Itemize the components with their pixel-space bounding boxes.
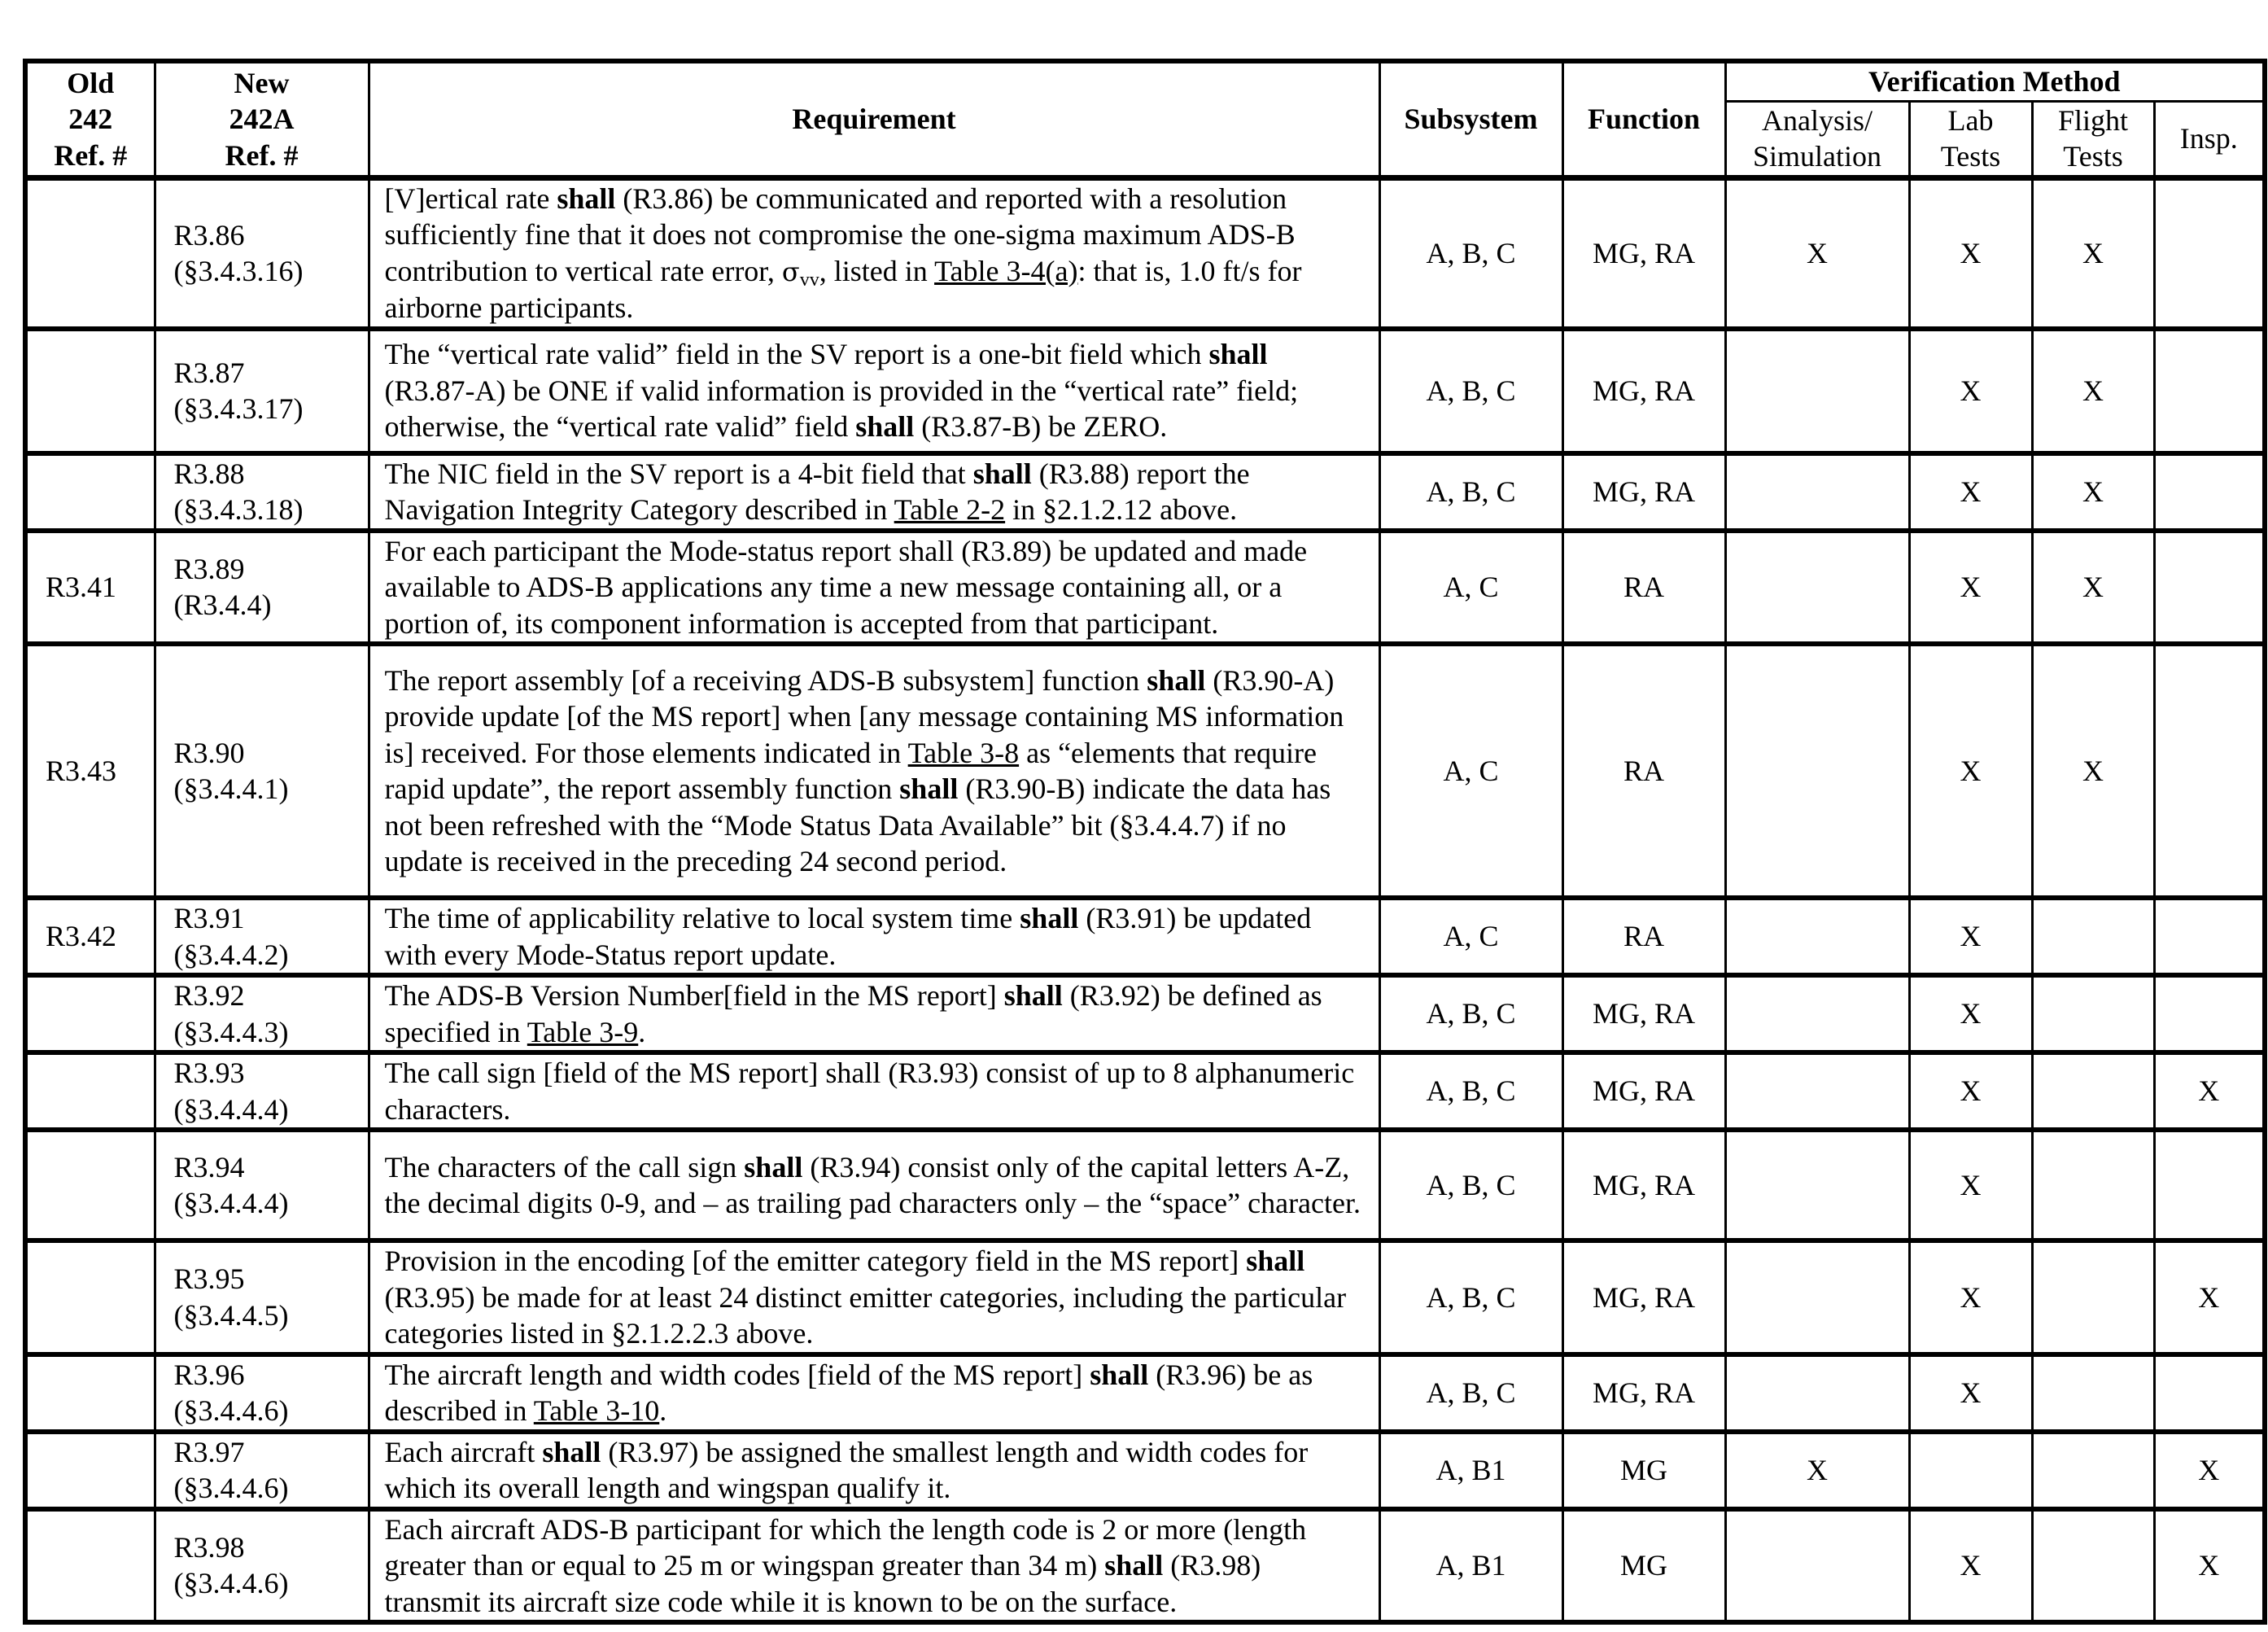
requirement-id: R3.93 <box>173 1057 245 1089</box>
table-row <box>25 975 2265 1052</box>
header-flight-line: Tests <box>2063 140 2123 173</box>
header-analysis-line: Analysis/ <box>1761 103 1873 137</box>
subsystem-cell: A, B, C <box>1379 1130 1562 1240</box>
function-cell: MG <box>1562 1509 1725 1623</box>
new-ref-cell <box>155 453 369 531</box>
new-ref-cell <box>155 1130 369 1240</box>
analysis-mark <box>1725 1354 1909 1432</box>
requirement-text <box>369 329 1379 453</box>
flight-test-mark: X <box>2032 531 2154 645</box>
section-ref: (§3.4.4.5) <box>173 1298 289 1332</box>
requirement-text-segment: (R3.88) report the Navigation Integrity Category described in <box>384 457 1250 526</box>
old-ref-cell <box>25 453 155 531</box>
old-ref-cell <box>25 1130 155 1240</box>
function-cell: MG, RA <box>1562 1354 1725 1432</box>
header-lab-line: Lab <box>1947 103 1994 137</box>
new-ref-cell <box>155 898 369 975</box>
requirement-id: R3.96 <box>173 1358 245 1391</box>
header-new-ref <box>155 61 369 177</box>
requirement-text-segment: (R3.95) be made for at least 24 distinct emitter categories, including the particular categories listed in §2.1.2.2.3 above. <box>384 1280 1347 1350</box>
header-verification-method: Verification Method <box>1725 61 2265 101</box>
requirement-id: R3.90 <box>173 736 245 769</box>
table-row <box>25 1052 2265 1130</box>
requirement-text <box>369 1052 1379 1130</box>
table-row <box>25 1130 2265 1240</box>
requirement-text <box>369 898 1379 975</box>
function-cell: RA <box>1562 531 1725 645</box>
requirement-text <box>369 177 1379 329</box>
subsystem-cell: A, C <box>1379 531 1562 645</box>
requirement-text <box>369 531 1379 645</box>
lab-test-mark: X <box>1909 531 2032 645</box>
shall-keyword: shall <box>1090 1358 1149 1391</box>
lab-test-mark: X <box>1909 1130 2032 1240</box>
subsystem-cell: A, B, C <box>1379 1354 1562 1432</box>
requirement-text <box>369 1354 1379 1432</box>
section-ref: (§3.4.4.4) <box>173 1187 289 1219</box>
lab-test-mark: X <box>1909 1509 2032 1623</box>
requirement-text <box>369 1240 1379 1354</box>
flight-test-mark <box>2032 1509 2154 1623</box>
header-flight-line: Flight <box>2057 103 2129 137</box>
function-cell: MG, RA <box>1562 453 1725 531</box>
requirement-text <box>369 975 1379 1052</box>
section-ref: (§3.4.4.6) <box>173 1394 289 1427</box>
requirement-text-segment: The ADS-B Version Number[field in the MS report] <box>384 979 1004 1012</box>
new-ref-cell <box>155 177 369 329</box>
subsystem-cell: A, B, C <box>1379 1052 1562 1130</box>
old-ref-cell <box>25 1052 155 1130</box>
flight-test-mark <box>2032 1240 2154 1354</box>
section-ref: (§3.4.4.1) <box>173 772 289 805</box>
header-old-ref-line: Ref. # <box>54 138 128 172</box>
analysis-mark: X <box>1725 177 1909 329</box>
new-ref-cell <box>155 1432 369 1509</box>
analysis-mark <box>1725 1130 1909 1240</box>
function-cell: MG, RA <box>1562 1130 1725 1240</box>
requirement-id: R3.88 <box>173 457 245 490</box>
flight-test-mark <box>2032 1354 2154 1432</box>
analysis-mark <box>1725 975 1909 1052</box>
flight-test-mark <box>2032 1432 2154 1509</box>
lab-test-mark: X <box>1909 329 2032 453</box>
shall-keyword: shall <box>972 457 1032 490</box>
function-cell: RA <box>1562 644 1725 898</box>
lab-test-mark: X <box>1909 644 2032 898</box>
flight-test-mark <box>2032 1052 2154 1130</box>
new-ref-cell <box>155 531 369 645</box>
analysis-mark <box>1725 1509 1909 1623</box>
header-lab-tests <box>1909 101 2032 177</box>
old-ref-cell: R3.42 <box>25 898 155 975</box>
header-new-ref-line: Ref. # <box>225 138 299 172</box>
analysis-mark <box>1725 329 1909 453</box>
table-row <box>25 329 2265 453</box>
function-cell: MG, RA <box>1562 1052 1725 1130</box>
old-ref-cell <box>25 975 155 1052</box>
table-row <box>25 1509 2265 1623</box>
requirement-text-segment: (R3.97) be assigned the smallest length and width codes for which its overall length and wingspan qualify it. <box>384 1435 1309 1504</box>
requirement-text-segment: The call sign [field of the MS report] shall (R3.93) consist of up to 8 alphanumeric characters. <box>384 1057 1355 1126</box>
requirement-text-segment: The characters of the call sign <box>384 1150 745 1184</box>
table-row <box>25 1432 2265 1509</box>
requirement-text-segment: (R3.96) be as described in <box>384 1358 1313 1427</box>
analysis-mark <box>1725 1052 1909 1130</box>
table-reference-link: Table 3-9 <box>527 1015 639 1048</box>
requirement-text-segment: Each aircraft ADS-B participant for which the length code is 2 or more (length greater than or equal to 25 m or wingspan greater than 34 m) <box>384 1512 1307 1582</box>
flight-test-mark: X <box>2032 329 2154 453</box>
requirement-text-segment: The aircraft length and width codes [field of the MS report] <box>384 1358 1090 1391</box>
function-cell: MG, RA <box>1562 1240 1725 1354</box>
old-ref-cell <box>25 1509 155 1623</box>
inspection-mark: X <box>2154 1509 2265 1623</box>
subsystem-cell: A, B1 <box>1379 1509 1562 1623</box>
header-old-ref-line: 242 <box>68 103 113 135</box>
old-ref-cell <box>25 1240 155 1354</box>
new-ref-cell <box>155 329 369 453</box>
header-lab-line: Tests <box>1940 140 2001 173</box>
table-header <box>25 61 2265 177</box>
table-row <box>25 898 2265 975</box>
requirement-text-segment: The time of applicability relative to local system time <box>384 902 1020 934</box>
requirement-text <box>369 453 1379 531</box>
section-ref: (§3.4.4.4) <box>173 1092 289 1126</box>
requirement-text-segment: (R3.94) consist only of the capital letters A-Z, the decimal digits 0-9, and – as trailing pad characters only – the “space” character. <box>384 1150 1361 1219</box>
shall-keyword: shall <box>1003 979 1063 1012</box>
requirement-text-segment: Each aircraft <box>384 1435 543 1468</box>
header-inspection: Insp. <box>2154 101 2265 177</box>
analysis-mark <box>1725 898 1909 975</box>
function-cell: MG <box>1562 1432 1725 1509</box>
subsystem-cell: A, C <box>1379 644 1562 898</box>
header-old-ref-line: Old <box>67 66 115 99</box>
requirement-text-segment: (R3.87-A) be ONE if valid information is provided in the “vertical rate” field; otherwise, the “vertical rate valid” field <box>384 374 1299 444</box>
shall-keyword: shall <box>542 1435 601 1468</box>
shall-keyword: shall <box>744 1150 803 1184</box>
requirement-text-segment: , listed in <box>819 254 935 287</box>
flight-test-mark: X <box>2032 644 2154 898</box>
analysis-mark <box>1725 531 1909 645</box>
requirement-id: R3.91 <box>173 902 245 934</box>
requirement-text-segment: (R3.90-B) indicate the data has not been refreshed with the “Mode Status Data Available” bit (§3.4.4.7) if no update is received in the preceding 24 second period. <box>384 772 1331 877</box>
requirement-text-segment: as “elements that require rapid update”, the report assembly function <box>384 736 1317 805</box>
header-flight-tests <box>2032 101 2154 177</box>
requirement-text-segment: (R3.87-B) be ZERO. <box>914 410 1168 444</box>
old-ref-cell: R3.41 <box>25 531 155 645</box>
inspection-mark: X <box>2154 1052 2265 1130</box>
requirement-text-segment: Provision in the encoding [of the emitter category field in the MS report] <box>384 1245 1247 1277</box>
flight-test-mark <box>2032 898 2154 975</box>
inspection-mark <box>2154 898 2265 975</box>
table-reference-link: Table 3-8 <box>907 736 1020 769</box>
header-analysis-line: Simulation <box>1752 140 1881 173</box>
inspection-mark: X <box>2154 1240 2265 1354</box>
inspection-mark <box>2154 177 2265 329</box>
requirement-text-segment: [V]ertical rate <box>384 182 557 215</box>
header-analysis-simulation <box>1725 101 1909 177</box>
requirement-id: R3.92 <box>173 979 245 1012</box>
table-row <box>25 644 2265 898</box>
inspection-mark: X <box>2154 1432 2265 1509</box>
requirement-id: R3.98 <box>173 1530 245 1564</box>
lab-test-mark: X <box>1909 975 2032 1052</box>
function-cell: RA <box>1562 898 1725 975</box>
old-ref-cell: R3.43 <box>25 644 155 898</box>
new-ref-cell <box>155 1509 369 1623</box>
function-cell: MG, RA <box>1562 177 1725 329</box>
analysis-mark: X <box>1725 1432 1909 1509</box>
table-row <box>25 1240 2265 1354</box>
requirement-id: R3.86 <box>173 218 245 252</box>
analysis-mark <box>1725 1240 1909 1354</box>
lab-test-mark: X <box>1909 1240 2032 1354</box>
requirement-text-segment: (R3.91) be updated with every Mode-Status report update. <box>384 902 1312 971</box>
requirement-id: R3.87 <box>173 356 245 389</box>
inspection-mark <box>2154 644 2265 898</box>
old-ref-cell <box>25 1354 155 1432</box>
shall-keyword: shall <box>1208 338 1268 371</box>
new-ref-cell <box>155 1052 369 1130</box>
requirement-id: R3.89 <box>173 552 245 585</box>
subsystem-cell: A, C <box>1379 898 1562 975</box>
lab-test-mark <box>1909 1432 2032 1509</box>
requirement-text-segment: . <box>659 1394 667 1427</box>
requirement-text-segment: (R3.86) be communicated and reported with a resolution sufficiently fine that it does not compromise the one-sigma maximum ADS-B contribution to vertical rate error, <box>384 182 1296 287</box>
table-row <box>25 453 2265 531</box>
shall-keyword: shall <box>1104 1549 1164 1582</box>
section-ref: (R3.4.4) <box>173 588 272 622</box>
lab-test-mark: X <box>1909 898 2032 975</box>
inspection-mark <box>2154 1130 2265 1240</box>
requirement-id: R3.97 <box>173 1435 245 1468</box>
requirement-text-segment: The report assembly [of a receiving ADS-B subsystem] function <box>384 663 1147 697</box>
inspection-mark <box>2154 975 2265 1052</box>
flight-test-mark: X <box>2032 177 2154 329</box>
inspection-mark <box>2154 531 2265 645</box>
table-row <box>25 531 2265 645</box>
section-ref: (§3.4.4.3) <box>173 1015 289 1048</box>
requirement-text-segment: For each participant the Mode-status report shall (R3.89) be updated and made available to ADS-B applications any time a new message containing all, or a portion of, its component information is accepted from that participant. <box>384 534 1308 640</box>
requirement-text-segment: The NIC field in the SV report is a 4-bit field that <box>384 457 973 490</box>
table-body <box>25 177 2265 1622</box>
subsystem-cell: A, B1 <box>1379 1432 1562 1509</box>
table-row <box>25 1354 2265 1432</box>
analysis-mark <box>1725 453 1909 531</box>
section-ref: (§3.4.4.2) <box>173 938 289 971</box>
subsystem-cell: A, B, C <box>1379 453 1562 531</box>
shall-keyword: shall <box>1020 902 1079 934</box>
sigma-symbol: σ <box>781 256 800 287</box>
header-subsystem: Subsystem <box>1379 61 1562 177</box>
subsystem-cell: A, B, C <box>1379 975 1562 1052</box>
requirement-text-segment: . <box>638 1015 646 1048</box>
header-requirement: Requirement <box>369 61 1379 177</box>
requirement-text-segment: (R3.92) be defined as specified in <box>384 979 1322 1048</box>
shall-keyword: shall <box>855 410 915 444</box>
function-cell: MG, RA <box>1562 329 1725 453</box>
requirement-text-segment: (R3.98) transmit its aircraft size code while it is known to be on the surface. <box>384 1549 1261 1618</box>
old-ref-cell <box>25 1432 155 1509</box>
requirement-text <box>369 1509 1379 1623</box>
section-ref: (§3.4.4.6) <box>173 1472 289 1504</box>
requirement-text-segment: The “vertical rate valid” field in the SV report is a one-bit field which <box>384 338 1209 371</box>
header-function: Function <box>1562 61 1725 177</box>
inspection-mark <box>2154 453 2265 531</box>
header-new-ref-line: 242A <box>229 103 295 135</box>
table-row <box>25 177 2265 329</box>
new-ref-cell <box>155 1354 369 1432</box>
new-ref-cell <box>155 1240 369 1354</box>
function-cell: MG, RA <box>1562 975 1725 1052</box>
inspection-mark <box>2154 329 2265 453</box>
lab-test-mark: X <box>1909 1354 2032 1432</box>
table-reference-link: Table 3-10 <box>533 1394 660 1427</box>
shall-keyword: shall <box>899 772 959 805</box>
subscript: vv <box>799 269 819 291</box>
lab-test-mark: X <box>1909 1052 2032 1130</box>
requirement-text <box>369 1432 1379 1509</box>
flight-test-mark <box>2032 1130 2154 1240</box>
inspection-mark <box>2154 1354 2265 1432</box>
old-ref-cell <box>25 177 155 329</box>
requirement-id: R3.95 <box>173 1262 245 1296</box>
new-ref-cell <box>155 644 369 898</box>
subsystem-cell: A, B, C <box>1379 177 1562 329</box>
table-reference-link: Table 2-2 <box>894 493 1006 526</box>
analysis-mark <box>1725 644 1909 898</box>
requirements-table <box>23 59 2267 1625</box>
section-ref: (§3.4.3.17) <box>173 392 304 425</box>
requirement-text-segment: (R3.90-A) provide update [of the MS report] when [any message containing MS information is] received. For those elements indicated in <box>384 663 1344 769</box>
lab-test-mark: X <box>1909 177 2032 329</box>
requirement-text-segment: : that is, 1.0 ft/s for airborne participants. <box>384 254 1302 324</box>
subsystem-cell: A, B, C <box>1379 1240 1562 1354</box>
requirement-text-segment: in §2.1.2.12 above. <box>1005 493 1238 526</box>
shall-keyword: shall <box>1147 663 1206 697</box>
flight-test-mark <box>2032 975 2154 1052</box>
requirement-text <box>369 644 1379 898</box>
section-ref: (§3.4.3.16) <box>173 255 304 287</box>
section-ref: (§3.4.3.18) <box>173 493 304 526</box>
header-new-ref-line: New <box>234 66 290 99</box>
requirement-id: R3.94 <box>173 1150 245 1184</box>
requirement-text <box>369 1130 1379 1240</box>
shall-keyword: shall <box>1246 1245 1305 1277</box>
flight-test-mark: X <box>2032 453 2154 531</box>
old-ref-cell <box>25 329 155 453</box>
section-ref: (§3.4.4.6) <box>173 1567 289 1600</box>
header-old-ref <box>25 61 155 177</box>
shall-keyword: shall <box>557 182 616 215</box>
new-ref-cell <box>155 975 369 1052</box>
table-reference-link: Table 3-4(a) <box>934 254 1078 287</box>
lab-test-mark: X <box>1909 453 2032 531</box>
subsystem-cell: A, B, C <box>1379 329 1562 453</box>
